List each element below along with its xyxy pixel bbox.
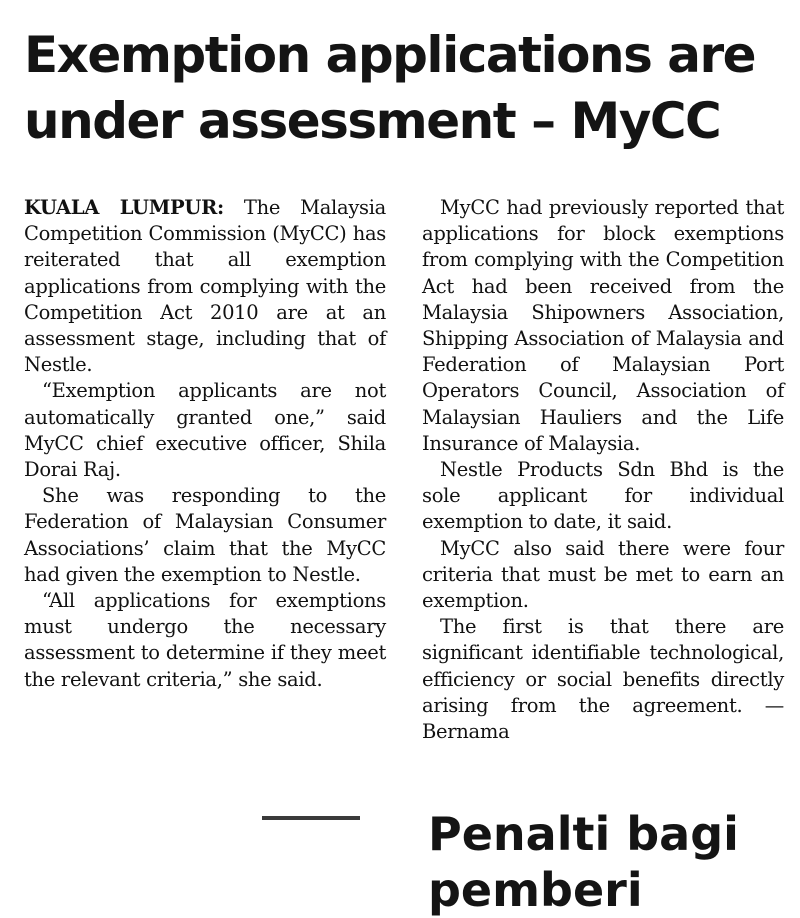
dateline: KUALA LUMPUR:	[24, 196, 224, 219]
article-paragraph: MyCC had previously reported that applications for block exemptions from complying with the Competition Act had been received from the Malaysia Shipowners Association, Shipping Association of Malaysia and Federation of Malaysian Port Operators Council, Association of Malaysian Hauliers and the Life Insurance of Malaysia.	[422, 196, 784, 455]
article-paragraph: MyCC also said there were four criteria that must be met to earn an exemption.	[422, 536, 784, 613]
article-paragraph: Nestle Products Sdn Bhd is the sole applicant for individual exemption to date, it said.	[422, 458, 784, 534]
article-column-right	[422, 195, 784, 745]
article-paragraph: She was responding to the Federation of Malaysian Consumer Associations’ claim that the MyCC had given the exemption to Nestle.	[24, 484, 386, 586]
article-paragraph: The first is that there are significant identifiable technological, efficiency or social benefits directly arising from the agreement. — Bernama	[422, 615, 784, 744]
article-column-left	[24, 195, 386, 693]
article-paragraph: “All applications for exemptions must undergo the necessary assessment to determine if they meet the relevant criteria,” she said.	[24, 589, 386, 691]
paragraph-text: The Malaysia Competition Commission (MyCC) has reiterated that all exemption applications from complying with the Competition Act 2010 are at an assessment stage, including that of Nestle.	[24, 196, 387, 377]
section-divider	[262, 816, 360, 820]
article-paragraph: “Exemption applicants are not automatically granted one,” said MyCC chief executive officer, Shila Dorai Raj.	[24, 379, 386, 482]
next-article-headline: Penalti bagi pemberi	[428, 807, 739, 917]
article-paragraph	[24, 195, 386, 378]
headline: Exemption applications are under assessment – MyCC	[24, 26, 756, 150]
